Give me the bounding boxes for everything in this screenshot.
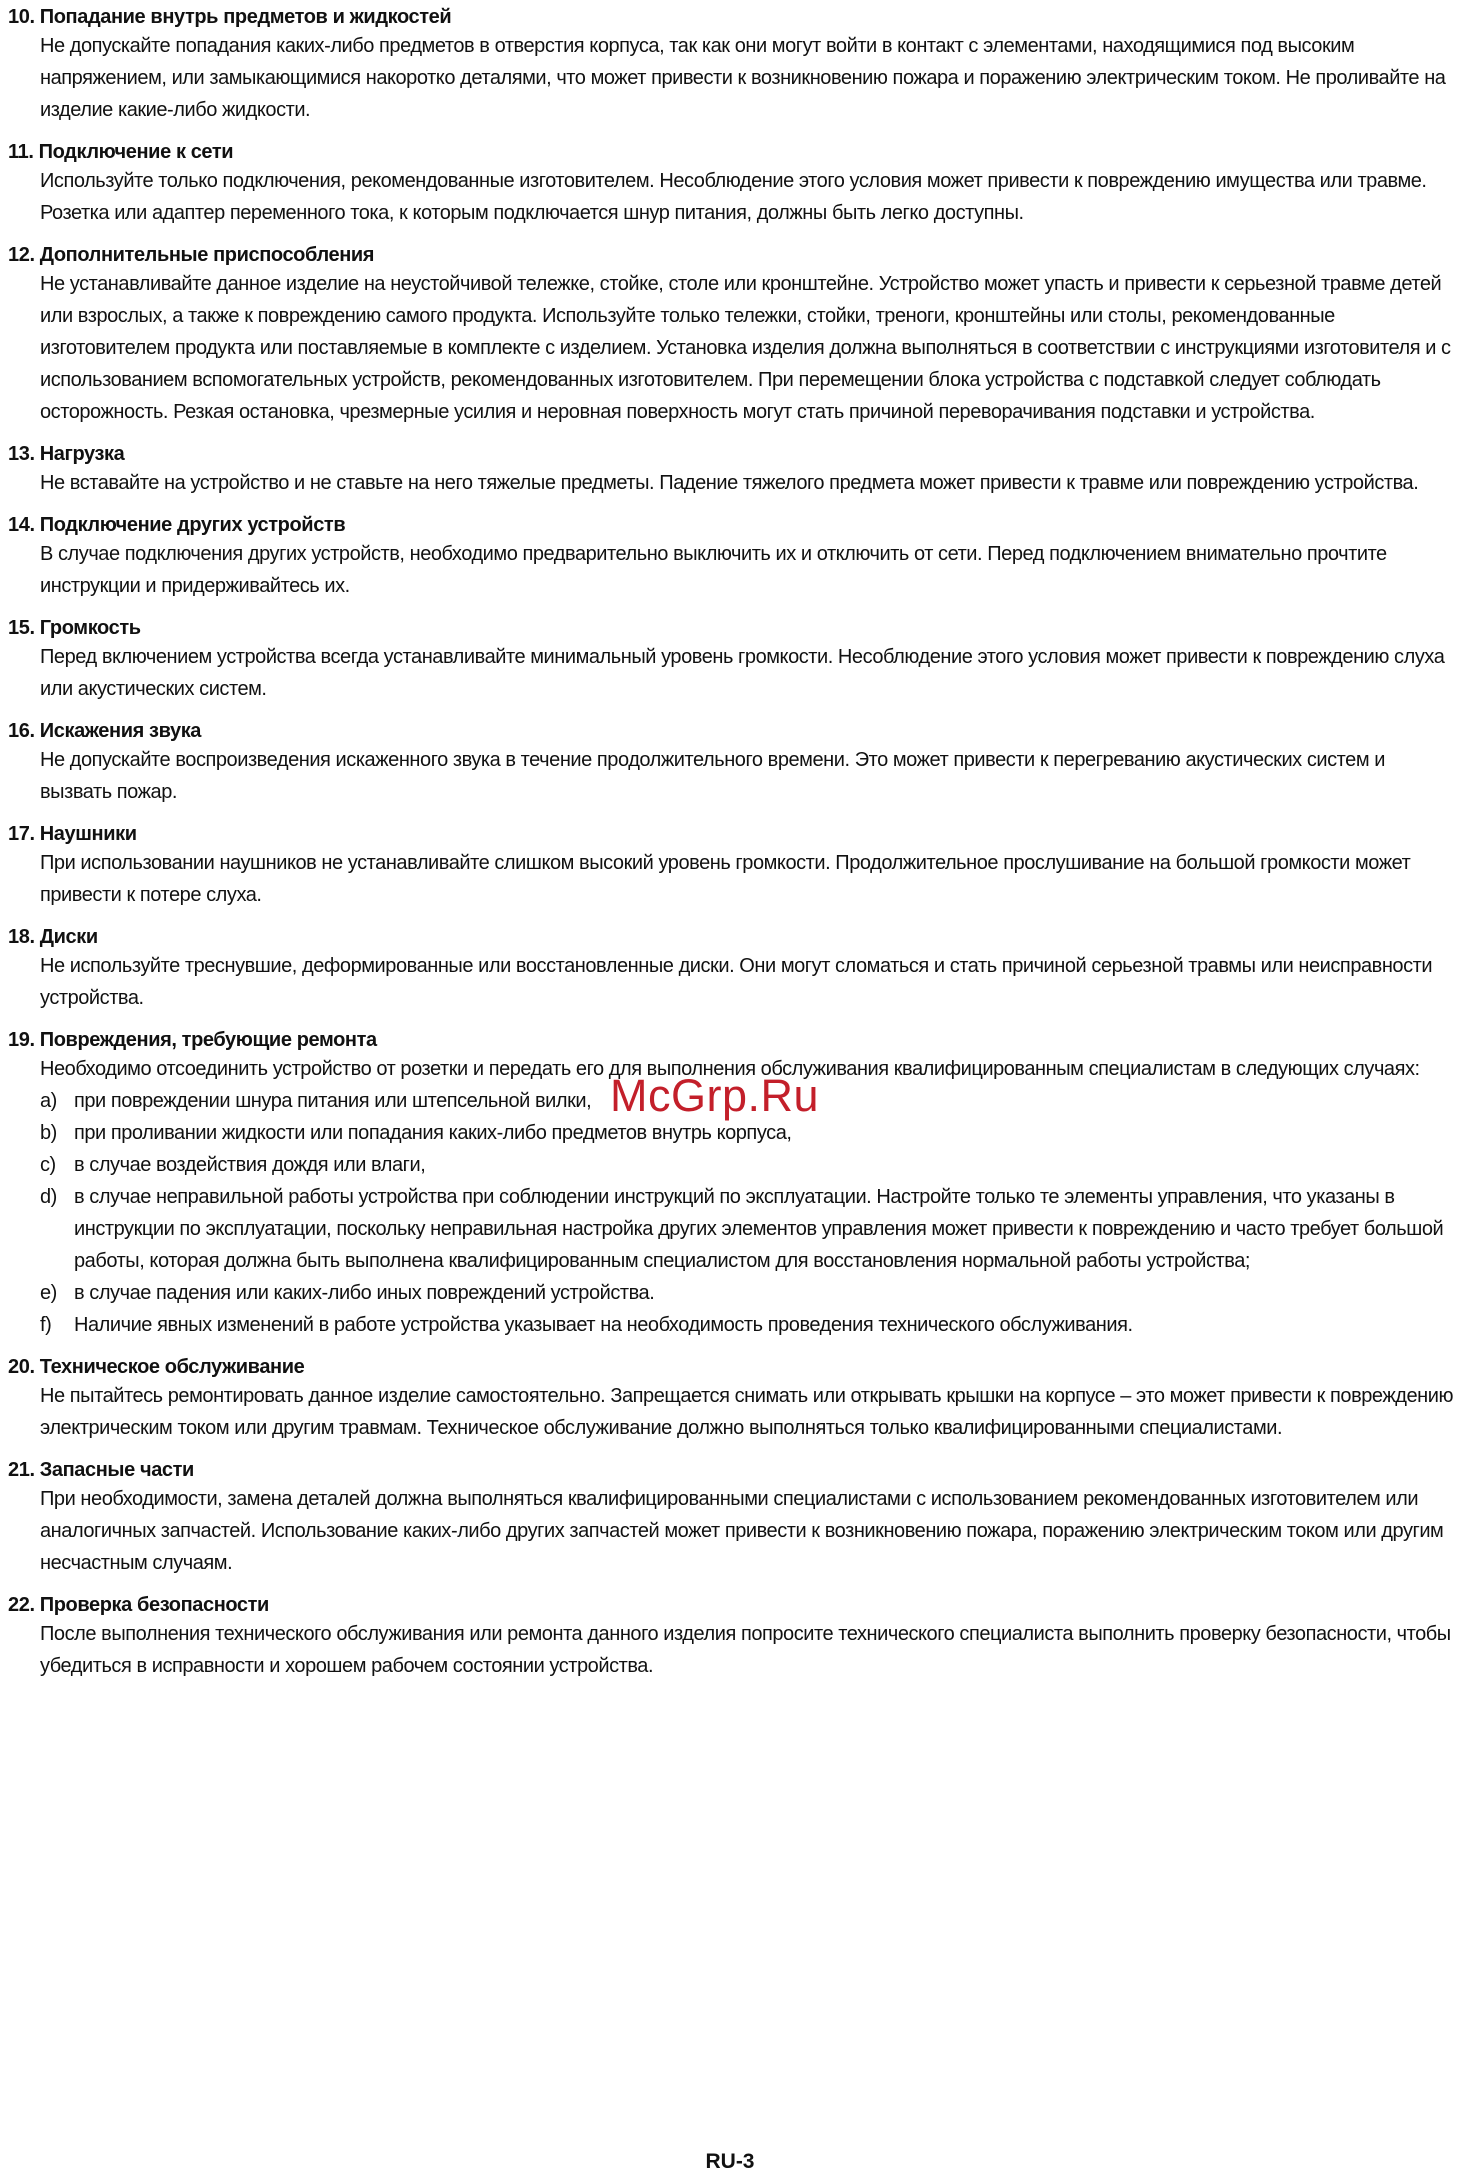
section bbox=[8, 821, 1458, 911]
paragraph: Не вставайте на устройство и не ставьте на него тяжелые предметы. Падение тяжелого предмета может привести к травме или повреждению устройства. bbox=[40, 472, 1419, 494]
section-body bbox=[8, 1380, 1458, 1444]
section-body bbox=[8, 538, 1458, 602]
section-heading: 20. Техническое обслуживание bbox=[8, 1356, 305, 1378]
list-item-text: в случае воздействия дождя или влаги, bbox=[74, 1154, 426, 1176]
paragraph: При необходимости, замена деталей должна выполняться квалифицированными специалистами с использованием рекомендованных изготовителем или аналогичных запчастей. Использование каких-либо других запчастей может привести к возникновению пожара, поражению электрическим током или другим несчастным случаям. bbox=[40, 1488, 1444, 1574]
section-body bbox=[8, 847, 1458, 911]
section-heading: 17. Наушники bbox=[8, 823, 137, 845]
section-body bbox=[8, 268, 1458, 428]
section-heading: 12. Дополнительные приспособления bbox=[8, 244, 375, 266]
section bbox=[8, 718, 1458, 808]
paragraph: Необходимо отсоединить устройство от розетки и передать его для выполнения обслуживания квалифицированным специалистам в следующих случаях: bbox=[40, 1058, 1420, 1080]
section-body bbox=[8, 30, 1458, 126]
section-heading: 15. Громкость bbox=[8, 617, 141, 639]
list-item-text: Наличие явных изменений в работе устройства указывает на необходимость проведения технического обслуживания. bbox=[74, 1314, 1133, 1336]
paragraph: В случае подключения других устройств, необходимо предварительно выключить их и отключить от сети. Перед подключением внимательно прочтите инструкции и придерживайтесь их. bbox=[40, 543, 1387, 597]
list-item-marker: f) bbox=[40, 1314, 52, 1336]
list-item bbox=[40, 1309, 1458, 1341]
section-heading: 16. Искажения звука bbox=[8, 720, 202, 742]
paragraph: Не допускайте попадания каких-либо предметов в отверстия корпуса, так как они могут войти в контакт с элементами, находящимися под высоким напряжением, или замыкающимися накоротко деталями, что может привести к возникновению пожара и поражению электрическим током. Не проливайте на изделие какие-либо жидкости. bbox=[40, 35, 1446, 121]
paragraph: Не пытайтесь ремонтировать данное изделие самостоятельно. Запрещается снимать или открывать крышки на корпусе – это может привести к повреждению электрическим током или другим травмам. Техническое обслуживание должно выполняться только квалифицированными специалистами. bbox=[40, 1385, 1454, 1439]
section bbox=[8, 1592, 1458, 1682]
section bbox=[8, 4, 1458, 126]
list-item-text: в случае неправильной работы устройства при соблюдении инструкций по эксплуатации. Настройте только те элементы управления, что указаны в инструкции по эксплуатации, поскольку неправильная настройка других элементов управления может привести к повреждению и часто требует большой работы, которая должна быть выполнена квалифицированным специалистом для восстановления нормальной работы устройства; bbox=[74, 1186, 1444, 1272]
paragraph: После выполнения технического обслуживания или ремонта данного изделия попросите технического специалиста выполнить проверку безопасности, чтобы убедиться в исправности и хорошем рабочем состоянии устройства. bbox=[40, 1623, 1451, 1677]
list-item-marker: e) bbox=[40, 1282, 57, 1304]
list bbox=[40, 1085, 1458, 1341]
section-heading: 13. Нагрузка bbox=[8, 443, 125, 465]
list-item-text: при повреждении шнура питания или штепсельной вилки, bbox=[74, 1090, 592, 1112]
list-item-marker: b) bbox=[40, 1122, 57, 1144]
section-heading: 14. Подключение других устройств bbox=[8, 514, 346, 536]
section bbox=[8, 242, 1458, 428]
paragraph: Не устанавливайте данное изделие на неустойчивой тележке, стойке, столе или кронштейне. Устройство может упасть и привести к серьезной травме детей или взрослых, а также к повреждению самого продукта. Используйте только тележки, стойки, треноги, кронштейны или столы, рекомендованные изготовителем продукта или поставляемые в комплекте с изделием. Установка изделия должна выполняться в соответствии с инструкциями изготовителя и с использованием вспомогательных устройств, рекомендованных изготовителем. При перемещении блока устройства с подставкой следует соблюдать осторожность. Резкая остановка, чрезмерные усилия и неровная поверхность могут стать причиной переворачивания подставки и устройства. bbox=[40, 273, 1451, 423]
list-item bbox=[40, 1149, 1458, 1181]
section bbox=[8, 615, 1458, 705]
section-body bbox=[8, 950, 1458, 1014]
section-body bbox=[8, 744, 1458, 808]
document-content bbox=[8, 4, 1458, 1695]
page-number: RU-3 bbox=[705, 2150, 755, 2173]
list-item-text: в случае падения или каких-либо иных повреждений устройства. bbox=[74, 1282, 655, 1304]
paragraph: Не используйте треснувшие, деформированные или восстановленные диски. Они могут сломаться и стать причиной серьезной травмы или неисправности устройства. bbox=[40, 955, 1433, 1009]
paragraph: Используйте только подключения, рекомендованные изготовителем. Несоблюдение этого условия может привести к повреждению имущества или травме. Розетка или адаптер переменного тока, к которым подключается шнур питания, должны быть легко доступны. bbox=[40, 170, 1427, 224]
list-item-marker: a) bbox=[40, 1090, 57, 1112]
watermark: McGrp.Ru bbox=[610, 1070, 820, 1121]
list-item-marker: d) bbox=[40, 1186, 57, 1208]
section-body bbox=[8, 467, 1458, 499]
section bbox=[8, 1354, 1458, 1444]
section-body bbox=[8, 165, 1458, 229]
paragraph: Перед включением устройства всегда устанавливайте минимальный уровень громкости. Несоблюдение этого условия может привести к повреждению слуха или акустических систем. bbox=[40, 646, 1445, 700]
section-heading: 19. Повреждения, требующие ремонта bbox=[8, 1029, 377, 1051]
paragraph: Не допускайте воспроизведения искаженного звука в течение продолжительного времени. Это может привести к перегреванию акустических систем и вызвать пожар. bbox=[40, 749, 1385, 803]
section-heading: 21. Запасные части bbox=[8, 1459, 194, 1481]
section-heading: 11. Подключение к сети bbox=[8, 141, 234, 163]
section-heading: 22. Проверка безопасности bbox=[8, 1594, 269, 1616]
list-item-text: при проливании жидкости или попадания каких-либо предметов внутрь корпуса, bbox=[74, 1122, 792, 1144]
section-body bbox=[8, 641, 1458, 705]
list-item-marker: c) bbox=[40, 1154, 56, 1176]
paragraph: При использовании наушников не устанавливайте слишком высокий уровень громкости. Продолжительное прослушивание на большой громкости может привести к потере слуха. bbox=[40, 852, 1411, 906]
section-body bbox=[8, 1483, 1458, 1579]
list-item bbox=[40, 1181, 1458, 1277]
section bbox=[8, 1457, 1458, 1579]
list-item bbox=[40, 1277, 1458, 1309]
section-heading: 18. Диски bbox=[8, 926, 98, 948]
section bbox=[8, 512, 1458, 602]
section-heading: 10. Попадание внутрь предметов и жидкостей bbox=[8, 6, 452, 28]
section bbox=[8, 924, 1458, 1014]
section-body bbox=[8, 1618, 1458, 1682]
section bbox=[8, 441, 1458, 499]
section bbox=[8, 139, 1458, 229]
